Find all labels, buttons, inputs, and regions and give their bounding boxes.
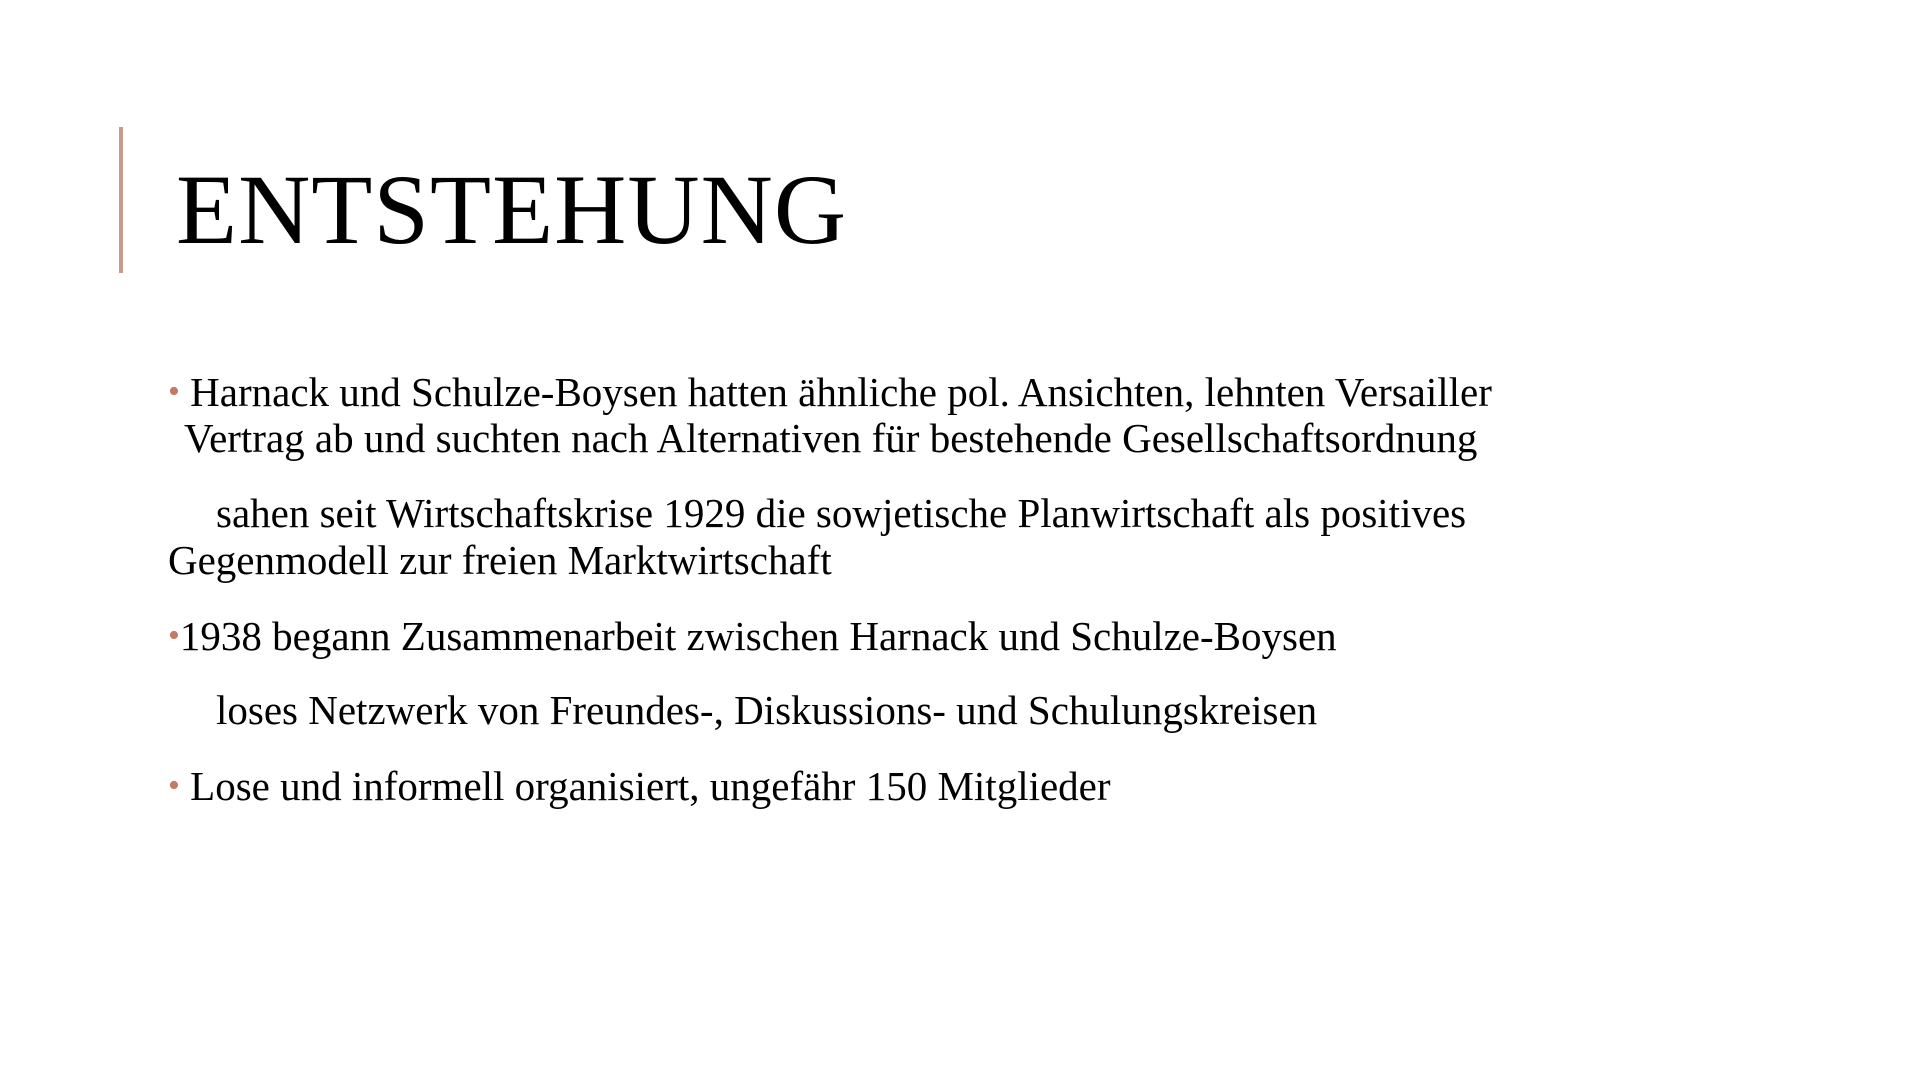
paragraph-3-line-1: [168, 612, 1337, 660]
paragraph-1-line-1: [168, 368, 1492, 416]
paragraph-2-line-2: Gegenmodell zur freien Marktwirtschaft: [168, 537, 832, 583]
title-accent-bar: [119, 127, 123, 273]
slide-title: ENTSTEHUNG: [176, 154, 848, 265]
paragraph-1-line-2: Vertrag ab und suchten nach Alternativen für bestehende Gesellschaftsordnung: [184, 415, 1478, 461]
paragraph-2-line-1: sahen seit Wirtschaftskrise 1929 die sowjetische Planwirtschaft als positives: [216, 490, 1467, 536]
paragraph-5-text-1: Lose und informell organisiert, ungefähr 150 Mitglieder: [179, 763, 1111, 809]
paragraph-4-line-1: loses Netzwerk von Freundes-, Diskussions- und Schulungskreisen: [216, 687, 1318, 733]
paragraph-5-line-1: [168, 762, 1111, 810]
bullet-3: •: [168, 617, 180, 654]
bullet-1: •: [168, 373, 180, 410]
paragraph-3-text-1: 1938 begann Zusammenarbeit zwischen Harnack und Schulze-Boysen: [179, 613, 1337, 659]
paragraph-1-text-1: Harnack und Schulze-Boysen hatten ähnliche pol. Ansichten, lehnten Versailler: [179, 369, 1492, 415]
bullet-5: •: [168, 767, 180, 804]
